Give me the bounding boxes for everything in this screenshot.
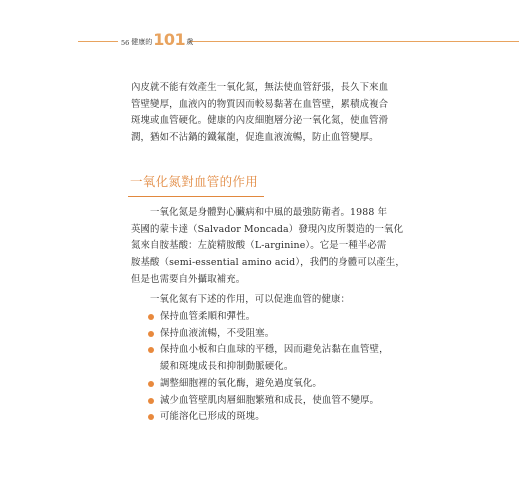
section-heading: 一氧化氮對血管的作用 — [130, 174, 259, 189]
intro-line: 潤，猶如不沾鍋的鐵氟龍，促進血液流暢，防止血管變厚。 — [131, 132, 379, 144]
intro-paragraph — [131, 80, 421, 147]
list-item-text: 保持血管柔順和彈性。 — [160, 311, 256, 322]
list-item — [148, 409, 428, 426]
bullet-dot-icon — [148, 381, 154, 387]
list-item — [148, 309, 428, 326]
list-item-text: 調整細胞裡的氧化酶，避免過度氧化。 — [160, 377, 322, 389]
intro-line: 斑塊或血管硬化。健康的內皮細胞層分泌一氧化氮，使血管滑 — [131, 115, 389, 127]
header-rule-left — [78, 41, 118, 42]
list-item — [148, 393, 428, 410]
list-item — [148, 326, 428, 343]
lead-in-text: 一氧化氮有下述的作用，可以促進血管的健康： — [150, 294, 351, 305]
section-heading-underline — [128, 196, 264, 197]
list-item-text: 減少血管壁肌肉層細胞繁殖和成長，使血管不變厚。 — [160, 394, 380, 406]
book-title-prefix: 健康的 — [131, 38, 153, 46]
section-line: 胺基酸（semi-essential amino acid），我們的身體可以產生， — [131, 257, 405, 269]
book-title-suffix: 歲 — [186, 38, 194, 46]
bullet-dot-icon — [148, 314, 154, 320]
bullet-dot-icon — [148, 347, 154, 353]
list-item-text: 緩和斑塊成長和抑制動脈硬化。 — [160, 361, 294, 373]
section-line: 但是也需要自外攝取補充。 — [131, 273, 246, 285]
section-line: 英國的蒙卡達（Salvador Moncada）發現內皮所製造的一氧化 — [131, 223, 404, 235]
page-number: 56 — [121, 39, 130, 47]
list-item — [148, 376, 428, 393]
bullet-dot-icon — [148, 331, 154, 337]
list-item-text: 保持血液流暢，不受阻塞。 — [160, 327, 275, 339]
section-line: 氮來自胺基酸：左旋精胺酸（L-arginine）。它是一種半必需 — [131, 240, 387, 252]
section-paragraph — [131, 205, 421, 289]
book-title-number: 101 — [153, 30, 186, 49]
intro-line: 內皮就不能有效產生一氧化氮，無法使血管舒張，長久下來血 — [131, 82, 389, 93]
list-item-text: 保持血小板和白血球的平穩，因而避免沾黏在血管壁， — [160, 344, 389, 356]
bullet-dot-icon — [148, 414, 154, 420]
effects-list — [148, 309, 428, 426]
bullet-dot-icon — [148, 398, 154, 404]
running-header — [121, 31, 193, 47]
lead-in-sentence — [131, 292, 421, 309]
list-item-text: 可能溶化已形成的斑塊。 — [160, 411, 265, 423]
header-rule-right — [189, 41, 519, 42]
intro-line: 管壁變厚，血液內的物質因而較易黏著在血管壁，累積成複合 — [131, 98, 389, 110]
list-item — [148, 342, 428, 375]
section-line: 一氧化氮是身體對心臟病和中風的最強防衛者。1988 年 — [150, 207, 388, 218]
